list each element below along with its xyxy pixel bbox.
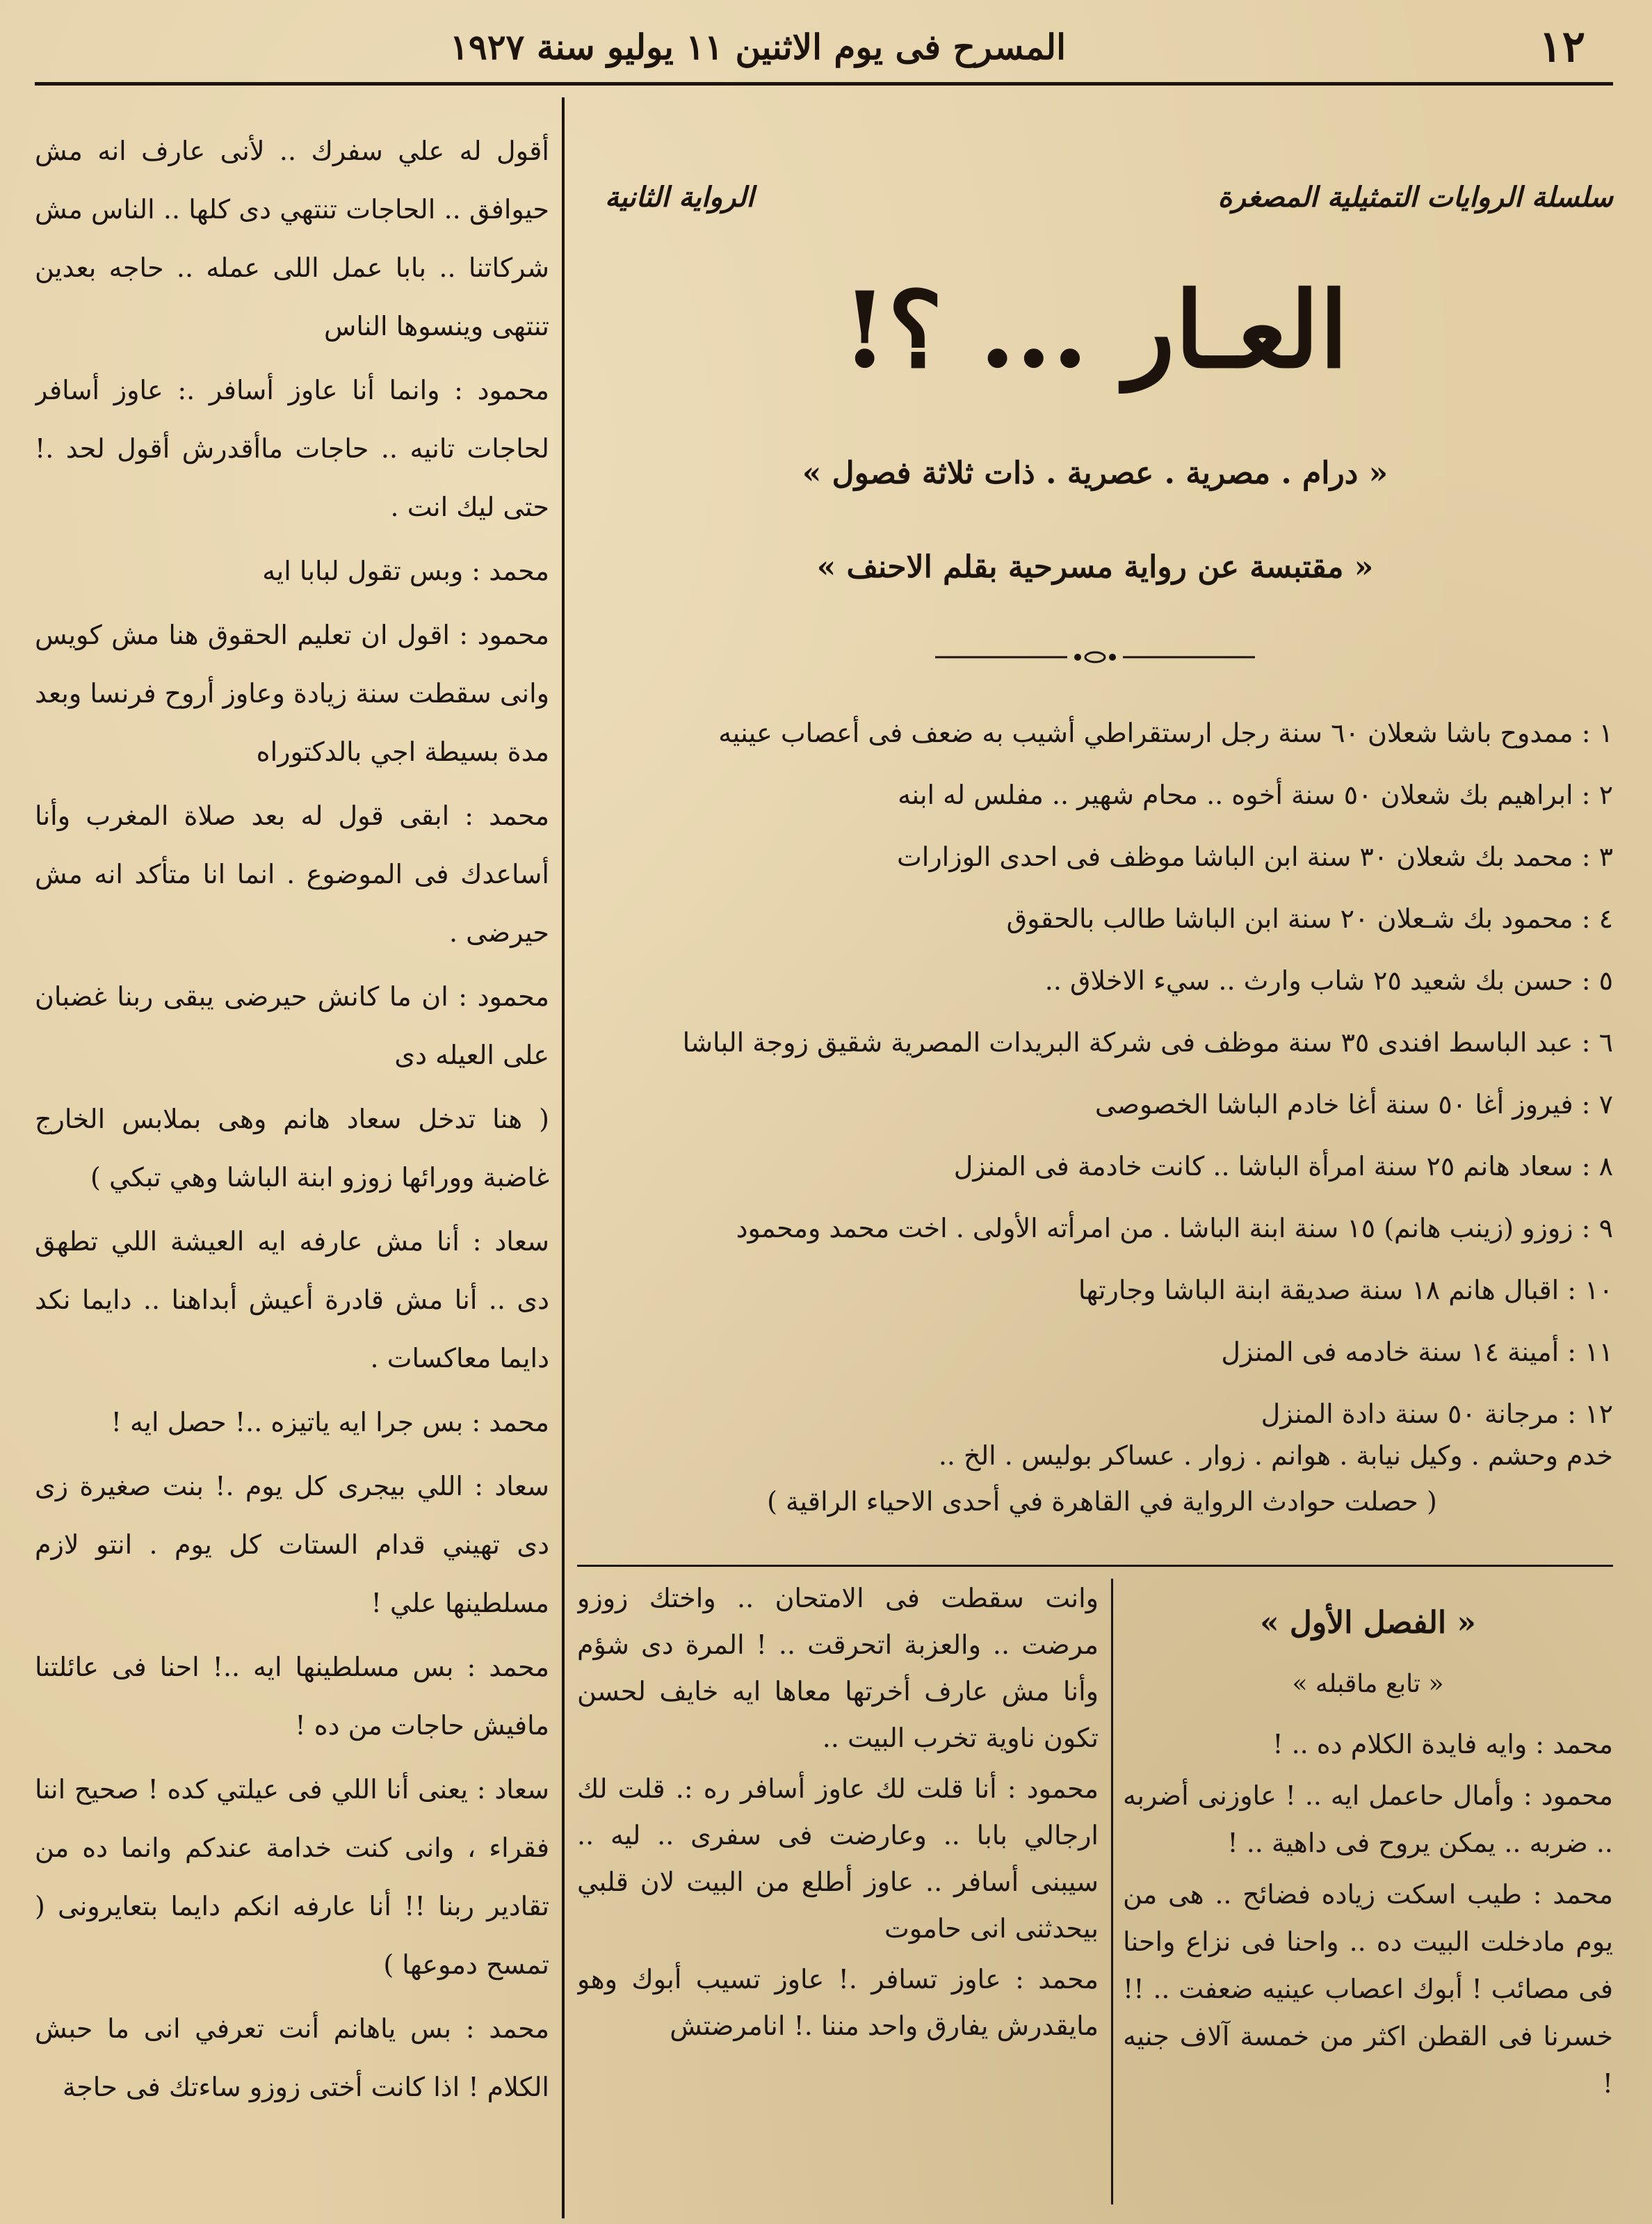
play-header-section bbox=[577, 104, 1613, 1558]
dialogue-paragraph: وانت سقطت فى الامتحان .. واختك زوزو مرضت .. والعزبة اتحرقت .. ! المرة دى شؤم وأنا مش عارف أخرتها معاها ايه خايف لحسن تكون ناوية تخرب البيت .. bbox=[577, 1583, 1099, 1753]
cast-item: ١ : ممدوح باشا شعلان ٦٠ سنة رجل ارستقراطي أشيب به ضعف فى أعصاب عينيه bbox=[718, 718, 1613, 748]
dialogue-paragraph: محمد : ابقى قول له بعد صلاة المغرب وأنا أساعدك فى الموضوع . انما انا متأكد انه مش حيرضى . bbox=[35, 800, 549, 948]
play-subtitle: « درام . مصرية . عصرية . ذات ثلاثة فصول » bbox=[802, 456, 1388, 491]
dialogue-paragraph: سعاد : اللي بيجرى كل يوم .! بنت صغيرة زى دى تهيني قدام الستات كل يوم . انتو لازم مسلطينها علي ! bbox=[35, 1471, 549, 1618]
cast-item: ٢ : ابراهيم بك شعلان ٥٠ سنة أخوه .. محام شهير .. مفلس له ابنه bbox=[898, 780, 1613, 810]
play-title: العـار ... ؟! bbox=[841, 269, 1349, 392]
cast-item: ٧ : فيروز أغا ٥٠ سنة أغا خادم الباشا الخصوصى bbox=[1094, 1089, 1613, 1120]
dialogue-paragraph: محمود : اقول ان تعليم الحقوق هنا مش كويس وانى سقطت سنة زيادة وعاوز أروح فرنسا وبعد مدة بسيطة اجي بالدكتوراه bbox=[35, 620, 549, 767]
extras-block bbox=[591, 1433, 1613, 1524]
cast-item: ١٢ : مرجانة ٥٠ سنة دادة المنزل bbox=[1261, 1399, 1613, 1429]
column-divider bbox=[562, 97, 565, 2218]
series-name: سلسلة الروايات التمثيلية المصغرة bbox=[1217, 181, 1613, 213]
act-continued: « تابع ماقبله » bbox=[1292, 1670, 1444, 1698]
act-title: « الفصل الأول » bbox=[1260, 1605, 1476, 1641]
adapted-from: « مقتبسة عن رواية مسرحية بقلم الاحنف » bbox=[816, 549, 1374, 585]
dialogue-paragraph: محمد : وبس تقول لبابا ايه bbox=[262, 556, 549, 586]
header-title: المسرح فى يوم الاثنين ١١ يوليو سنة ١٩٢٧ bbox=[449, 26, 1067, 67]
dialogue-paragraph: محمد : بس جرا ايه ياتيزه ..! حصل ايه ! bbox=[111, 1407, 549, 1437]
dialogue-paragraph: محمود : وانما أنا عاوز أسافر .: عاوز أسافر لحاجات تانيه .. حاجات ماأقدرش أقول لحد .! حتى ليك انت . bbox=[35, 375, 549, 522]
setting-note: ( حصلت حوادث الرواية في القاهرة في أحدى الاحياء الراقية ) bbox=[767, 1486, 1437, 1517]
page-number: ١٢ bbox=[1539, 21, 1585, 72]
dialogue-paragraph: محمود : وأمال حاعمل ايه .. ! عاوزنى أضربه .. ضربه .. يمكن يروح فى داهية .. ! bbox=[1123, 1780, 1613, 1858]
cast-item: ٦ : عبد الباسط افندى ٣٥ سنة موظف فى شركة البريدات المصرية شقيق زوجة الباشا bbox=[682, 1027, 1613, 1058]
dialogue-paragraph: سعاد : أنا مش عارفه ايه العيشة اللي تطهق دى .. أنا مش قادرة أعيش أبداهنا .. دايما نكد دايما معاكسات . bbox=[35, 1226, 549, 1373]
section-rule bbox=[577, 1565, 1613, 1567]
dialogue-paragraph: سعاد : يعنى أنا اللي فى عيلتي كده ! صحيح اننا فقراء ، وانى كنت خدامة عندكم وانما ده من تقادير ربنا !! أنا عارفه انكم دايما بتعايرونى ( تمسح دموعها ) bbox=[35, 1774, 549, 1980]
dialogue-paragraph: محمود : ان ما كانش حيرضى يبقى ربنا غضبان على العيله دى bbox=[35, 981, 549, 1070]
dialogue-paragraph: محمد : وايه فايدة الكلام ده .. ! bbox=[1272, 1729, 1613, 1759]
cast-list bbox=[591, 702, 1613, 1445]
dialogue-paragraph: محمود : أنا قلت لك عاوز أسافر ره :. قلت لك ارجالي بابا .. وعارضت فى سفرى .. ليه .. سيبنى أسافر .. عاوز أطلع من البيت لان قلبي بيحدثنى انى حاموت bbox=[577, 1773, 1099, 1944]
play-number: الرواية الثانية bbox=[605, 181, 754, 213]
dialogue-paragraph: محمد : طيب اسكت زياده فضائح .. هى من يوم مادخلت البيت ده .. واحنا فى نزاع واحنا فى مصائب ! أبوك اعصاب عينيه ضعفت .. !! خسرنا فى القطن اكثر من خمسة آلاف جنيه ! bbox=[1123, 1879, 1613, 2099]
cast-item: ١١ : أمينة ١٤ سنة خادمه فى المنزل bbox=[1221, 1337, 1613, 1367]
dialogue-paragraph: أقول له علي سفرك .. لأنى عارف انه مش حيوافق .. الحاجات تنتهي دى كلها .. الناس مش شركاتنا .. بابا عمل اللى عمله .. حاجه بعدين تنتهى وينسوها الناس bbox=[35, 136, 549, 341]
header-rule bbox=[35, 82, 1613, 86]
extras-line: خدم وحشم . وكيل نيابة . هوانم . زوار . عساكر بوليس . الخ .. bbox=[938, 1440, 1613, 1471]
page-header bbox=[35, 21, 1613, 83]
dialogue-paragraph: محمد : بس مسلطينها ايه ..! احنا فى عائلتنا مافيش حاجات من ده ! bbox=[35, 1652, 549, 1741]
dialogue-paragraph: محمد : عاوز تسافر .! عاوز تسيب أبوك وهو مايقدرش يفارق واحد مننا .! انامرضتش bbox=[577, 1964, 1099, 2041]
cast-item: ٥ : حسن بك شعيد ٢٥ شاب وارث .. سيء الاخلاق .. bbox=[1044, 965, 1613, 996]
middle-column-text bbox=[577, 1575, 1099, 2211]
sub-column-divider bbox=[1111, 1579, 1113, 2205]
cast-item: ٩ : زوزو (زينب هانم) ١٥ سنة ابنة الباشا . من امرأته الأولى . اخت محمد ومحمود bbox=[736, 1213, 1613, 1243]
cast-item: ٣ : محمد بك شعلان ٣٠ سنة ابن الباشا موظف فى احدى الوزارات bbox=[897, 841, 1613, 872]
cast-item: ١٠ : اقبال هانم ١٨ سنة صديقة ابنة الباشا وجارتها bbox=[1078, 1275, 1613, 1305]
ornament-divider bbox=[935, 647, 1255, 668]
left-column-text bbox=[35, 122, 549, 2215]
cast-item: ٤ : محمود بك شـعلان ٢٠ سنة ابن الباشا طالب بالحقوق bbox=[1006, 903, 1613, 934]
act-column bbox=[1123, 1593, 1613, 2211]
cast-item: ٨ : سعاد هانم ٢٥ سنة امرأة الباشا .. كانت خادمة فى المنزل bbox=[953, 1151, 1613, 1182]
dialogue-paragraph: ( هنا تدخل سعاد هانم وهى بملابس الخارج غاضبة وورائها زوزو ابنة الباشا وهي تبكي ) bbox=[35, 1104, 549, 1193]
dialogue-paragraph: محمد : بس ياهانم أنت تعرفي انى ما حبش الكلام ! اذا كانت أختى زوزو ساءتك فى حاجة bbox=[35, 2013, 549, 2102]
